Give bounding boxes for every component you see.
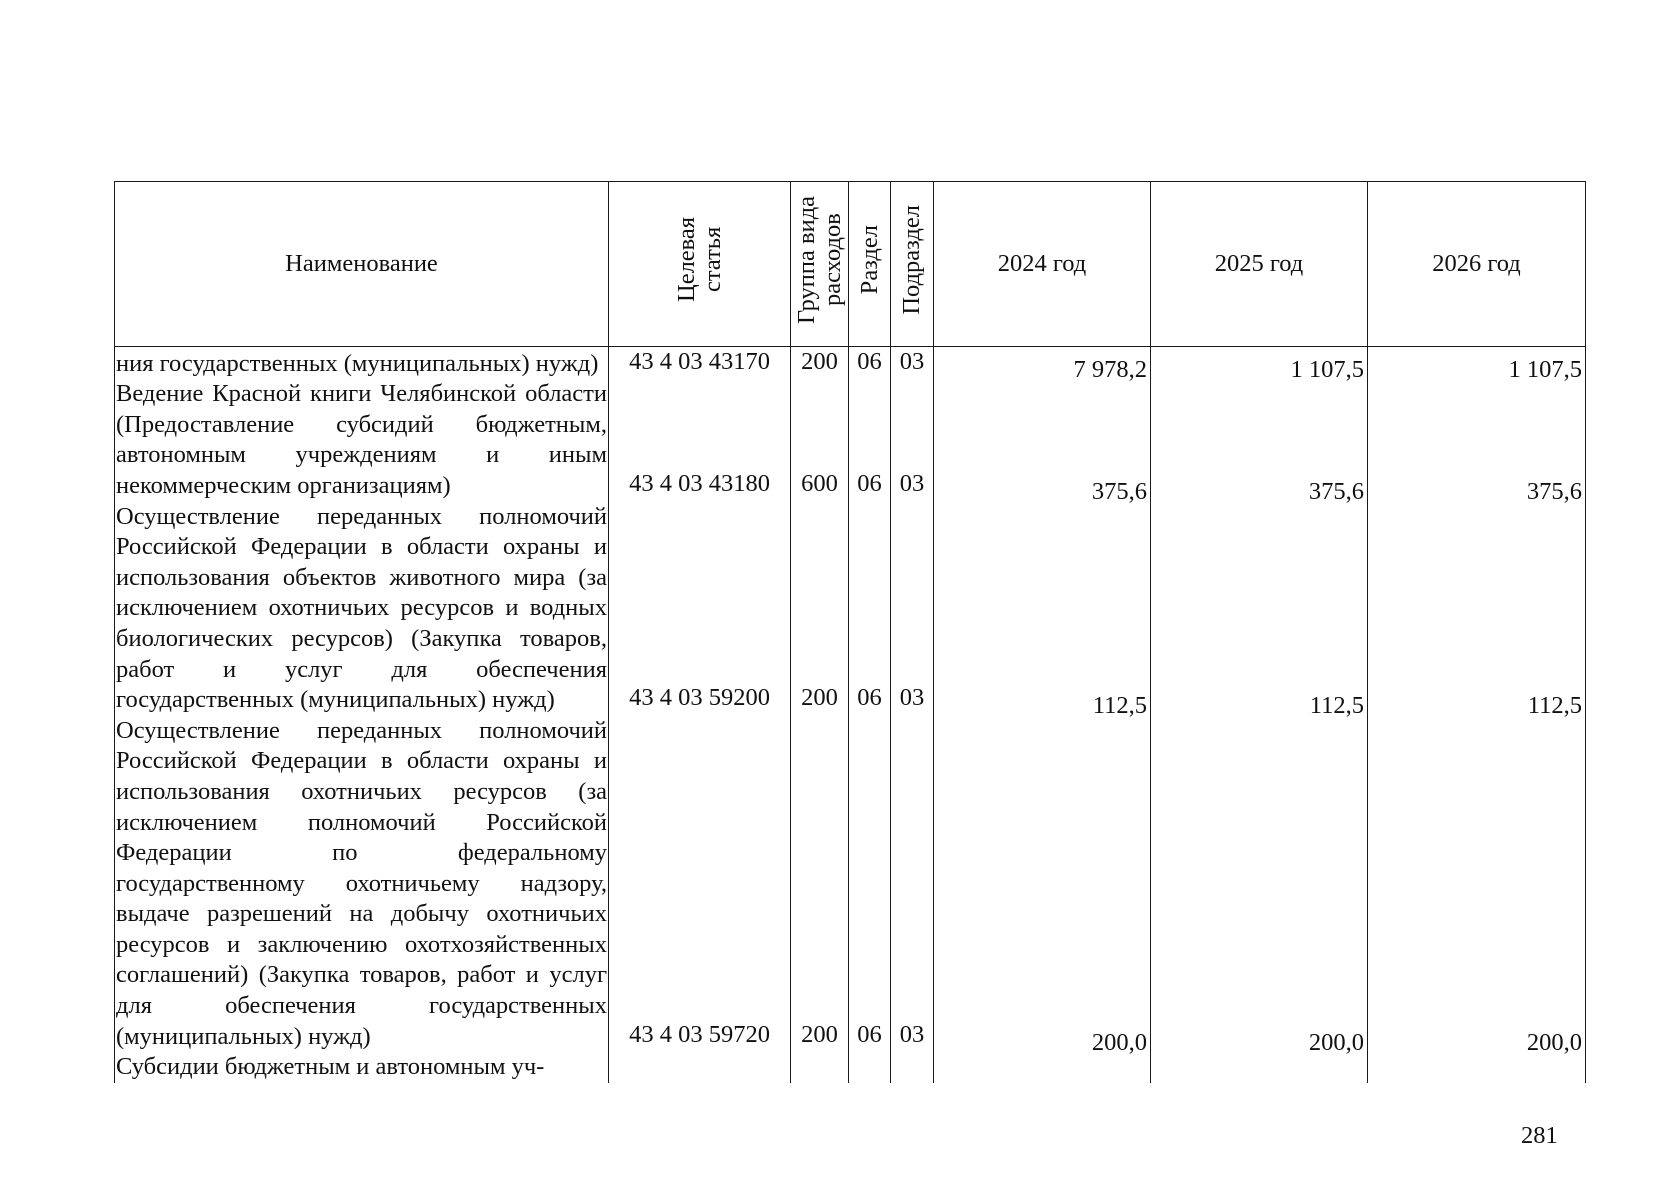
table-header-row <box>115 182 1586 347</box>
row-name: Осуществление переданных полномочий Российской Федерации в области охраны и использования объектов животного мира (за исключением охотничьих ресурсов и водных биологических ресурсов) (Закупка товаров, работ и услуг для обеспечения государственных (муниципальных) нужд) <box>115 502 609 716</box>
header-expense-group-label: Группа вида расходов <box>792 195 846 324</box>
row-target-article: 43 4 03 43180 <box>609 379 791 501</box>
row-amount-2024 <box>934 716 1151 1056</box>
row-section: 06 <box>849 379 891 501</box>
table-row <box>115 716 1586 1053</box>
row-section <box>849 1052 891 1083</box>
table-row <box>115 1052 1586 1083</box>
row-subsection <box>891 1052 934 1083</box>
row-amount-2025-value: 200,0 <box>1308 1028 1364 1056</box>
header-year-2026: 2026 год <box>1368 182 1586 347</box>
row-amount-2026-value: 1 107,5 <box>1508 355 1582 383</box>
row-subsection: 03 <box>891 346 934 379</box>
header-section <box>849 182 891 347</box>
row-amount-2025-value: 375,6 <box>1308 477 1364 505</box>
row-amount-2024 <box>934 502 1151 720</box>
row-name: Осуществление переданных полномочий Российской Федерации в области охраны и использования охотничьих ресурсов (за исключением полномочий Российской Федерации по федеральному государственному охотничьему надзору, выдаче разрешений на добычу охотничьих ресурсов и заключению охотхозяйственных соглашений) (Закупка товаров, работ и услуг для обеспечения государственных (муниципальных) нужд) <box>115 716 609 1053</box>
row-amount-2024-value: 375,6 <box>1091 477 1147 505</box>
header-subsection-label: Подраздел <box>898 204 925 315</box>
row-expense-group: 200 <box>791 502 849 716</box>
row-subsection: 03 <box>891 502 934 716</box>
row-name: Субсидии бюджетным и автономным уч- <box>115 1052 609 1083</box>
row-section: 06 <box>849 716 891 1053</box>
row-amount-2024-value: 200,0 <box>1091 1028 1147 1056</box>
budget-table <box>114 181 1586 1083</box>
row-amount-2025 <box>1151 502 1368 720</box>
row-amount-2024-value: 7 978,2 <box>1073 355 1147 383</box>
row-expense-group: 200 <box>791 346 849 379</box>
row-section: 06 <box>849 346 891 379</box>
row-amount-2026-value: 200,0 <box>1526 1028 1582 1056</box>
header-target-article <box>609 182 791 347</box>
row-amount-2025 <box>1151 716 1368 1056</box>
row-amount-2026-value: 112,5 <box>1527 692 1582 720</box>
row-target-article: 43 4 03 43170 <box>609 346 791 379</box>
row-section: 06 <box>849 502 891 716</box>
row-target-article: 43 4 03 59200 <box>609 502 791 716</box>
row-amount-2026 <box>1368 716 1586 1056</box>
header-name: Наименование <box>115 182 609 347</box>
row-expense-group: 600 <box>791 379 849 501</box>
row-amount-2026 <box>1368 379 1586 505</box>
row-name: ния государственных (муниципальных) нужд) <box>115 346 609 379</box>
row-amount-2024-value: 112,5 <box>1092 692 1147 720</box>
row-expense-group: 200 <box>791 716 849 1053</box>
row-amount-2024 <box>934 1052 1151 1083</box>
page-number: 281 <box>1521 1122 1558 1149</box>
row-amount-2025 <box>1151 346 1368 383</box>
header-year-2024: 2024 год <box>934 182 1151 347</box>
table-row <box>115 379 1586 501</box>
row-amount-2026 <box>1368 346 1586 383</box>
row-amount-2025 <box>1151 1052 1368 1083</box>
table-row <box>115 346 1586 379</box>
header-subsection <box>891 182 934 347</box>
header-section-label: Раздел <box>855 224 883 295</box>
row-amount-2025-value: 112,5 <box>1309 692 1364 720</box>
row-name: Ведение Красной книги Челябинской области (Предоставление субсидий бюджетным, автономным учреждениям и иным некоммерческим организациям) <box>115 379 609 501</box>
row-amount-2025-value: 1 107,5 <box>1290 355 1364 383</box>
row-amount-2024 <box>934 379 1151 505</box>
row-subsection: 03 <box>891 379 934 501</box>
header-expense-group <box>791 182 849 347</box>
row-target-article: 43 4 03 59720 <box>609 716 791 1053</box>
row-amount-2026-value: 375,6 <box>1526 477 1582 505</box>
row-amount-2026 <box>1368 1052 1586 1083</box>
row-expense-group <box>791 1052 849 1083</box>
table-row <box>115 502 1586 716</box>
header-target-article-label: Целевая статья <box>672 216 726 303</box>
row-amount-2024 <box>934 346 1151 383</box>
header-year-2025: 2025 год <box>1151 182 1368 347</box>
row-amount-2026 <box>1368 502 1586 720</box>
row-target-article <box>609 1052 791 1083</box>
row-subsection: 03 <box>891 716 934 1053</box>
row-amount-2025 <box>1151 379 1368 505</box>
